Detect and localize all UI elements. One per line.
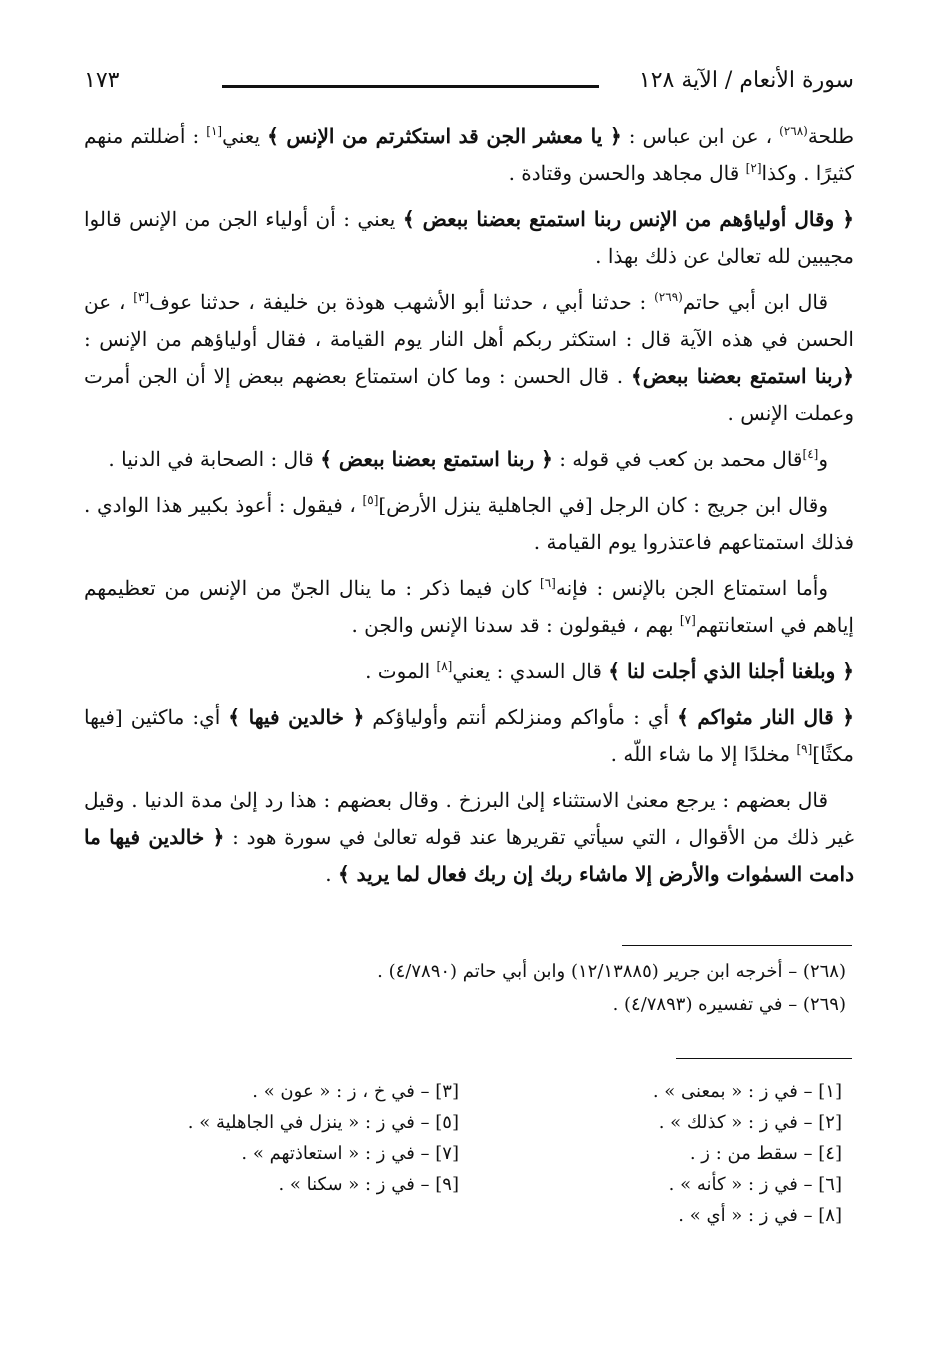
text-run: قال محمد بن كعب في قوله : (552, 447, 803, 471)
quran-quote: ﴿ وبلغنا أجلنا الذي أجلت لنا ﴾ (608, 659, 854, 683)
text-run: قال السدي : يعني (452, 659, 609, 683)
quran-quote: ﴿ربنا استمتع بعضنا ببعض﴾ (630, 364, 854, 388)
text-run: . قال الحسن : وما كان استمتاع بعضهم ببعض إلا أن الجن أمرت وعملت الإنس . (84, 364, 854, 425)
text-run: وأما استمتاع الجن بالإنس : فإنه (555, 576, 828, 600)
paragraph (84, 487, 854, 561)
footnotes (94, 955, 854, 1021)
variant-note: [٧] – في ز : « استعاذتهم » . (241, 1143, 459, 1164)
text-run: طلحة (807, 124, 854, 148)
note-marker: (٢٦٩) (654, 290, 683, 304)
variant-note: [٣] – في خ ، ز : « عون » . (252, 1081, 459, 1102)
header-rule (222, 85, 599, 88)
variant-note: [٢] – في ز : « كذلك » . (658, 1112, 842, 1133)
text-run: قال ابن أبي حاتم (682, 290, 829, 314)
text-run: قال : الصحابة في الدنيا . (108, 447, 321, 471)
note-marker: [٧] (679, 613, 696, 627)
note-marker: [٤] (802, 447, 819, 461)
quran-quote: ﴿ ربنا استمتع بعضنا ببعض ﴾ (320, 447, 553, 471)
text-run: يعني (222, 124, 268, 148)
text-run: أي: ماكثين [فيها مكثًا] (84, 705, 854, 766)
variant-note: [٨] – في ز : « أي » . (678, 1205, 842, 1226)
page-header (84, 68, 854, 108)
paragraph (84, 441, 854, 478)
quran-quote: ﴿ وقال أولياؤهم من الإنس ربنا استمتع بعضنا ببعض ﴾ (402, 207, 855, 231)
text-run: ، عن ابن عباس : (621, 124, 780, 148)
text-run: : أضللتم منهم كثيرًا . وكذا (84, 124, 854, 185)
variant-notes (84, 1076, 854, 1246)
quran-quote: ﴿ يا معشر الجن قد استكثرتم من الإنس ﴾ (267, 124, 622, 148)
note-marker: [١] (206, 124, 223, 138)
quran-quote: ﴿ قال النار مثواكم ﴾ (677, 705, 855, 729)
text-run: بهم ، فيقولون : قد سدنا الإنس والجن . (351, 613, 680, 637)
variant-note: [٩] – في ز : « سكنا » . (278, 1174, 459, 1195)
paragraph (84, 284, 854, 432)
page-number: ١٧٣ (84, 68, 120, 93)
text-run: قال بعضهم : يرجع معنىٰ الاستثناء إلىٰ البرزخ . وقال بعضهم : هذا رد إلىٰ مدة الدنيا . وقيل غير ذلك من الأقوال ، التي سيأتي تقريرها عند قوله تعالىٰ في سورة هود : (84, 788, 854, 849)
variant-note: [٦] – في ز : « كأنه » . (668, 1174, 842, 1195)
paragraph (84, 653, 854, 690)
note-marker: [٩] (796, 742, 813, 756)
text-run: يعني : أن أولياء الجن من الإنس قالوا مجيبين لله تعالىٰ عن ذلك بهذا . (84, 207, 854, 268)
note-marker: [٢] (745, 161, 762, 175)
paragraph (84, 118, 854, 192)
note-marker: (٢٦٨) (779, 124, 808, 138)
paragraph (84, 782, 854, 893)
text-run: كان فيما ذكر : ما ينال الجنّ من الإنس من تعظيمهم إياهم في استعانتهم (84, 576, 854, 637)
paragraph (84, 699, 854, 773)
quran-quote: ﴿ خالدين فيها ما دامت السمٰوات والأرض إلا ماشاء ربك إن ربك فعال لما يريد ﴾ (84, 825, 854, 886)
text-run: : حدثنا أبي ، حدثنا أبو الأشهب هوذة بن خليفة ، حدثنا عوف (149, 290, 655, 314)
note-marker: [٥] (362, 493, 379, 507)
footnote-item: (٢٦٩) – في تفسيره (٤/٧٨٩٣) . (612, 994, 846, 1015)
text-run: ، عن الحسن في هذه الآية قال : استكثر ربكم أهل النار يوم القيامة ، فقال أولياؤهم من الإنس : (84, 290, 854, 351)
variant-notes-right-column (612, 1076, 842, 1231)
variant-note: [٥] – في ز : « ينزل في الجاهلية » . (187, 1112, 459, 1133)
footnote-divider (622, 945, 852, 946)
text-run: أي : مأواكم ومنزلكم أنتم وأولياؤكم (364, 705, 678, 729)
text-run: و (818, 447, 828, 471)
text-run: قال مجاهد والحسن وقتادة . (508, 161, 746, 185)
text-run: . (325, 862, 338, 886)
note-marker: [٣] (133, 290, 150, 304)
variant-note: [٤] – سقط من : ز . (689, 1143, 842, 1164)
note-marker: [٨] (436, 659, 453, 673)
text-run: الموت . (365, 659, 437, 683)
footnote-item: (٢٦٨) – أخرجه ابن جرير (١٢/١٣٨٨٥) وابن أبي حاتم (٤/٧٨٩٠) . (377, 961, 846, 982)
variant-notes-left-column (159, 1076, 459, 1200)
text-run: وقال ابن جريج : كان الرجل [في الجاهلية ينزل الأرض] (378, 493, 828, 517)
quran-quote: ﴿ خالدين فيها ﴾ (228, 705, 365, 729)
main-text (84, 118, 854, 902)
variant-notes-divider (676, 1058, 852, 1059)
paragraph (84, 570, 854, 644)
paragraph (84, 201, 854, 275)
text-run: ، فيقول : أعوذ بكبير هذا الوادي . فذلك استمتاعهم فاعتذروا يوم القيامة . (84, 493, 854, 554)
text-run: مخلدًا إلا ما شاء اللّه . (610, 742, 797, 766)
running-title: سورة الأنعام / الآية ١٢٨ (638, 68, 854, 93)
note-marker: [٦] (540, 576, 556, 590)
variant-note: [١] – في ز : « بمعنى » . (652, 1081, 842, 1102)
